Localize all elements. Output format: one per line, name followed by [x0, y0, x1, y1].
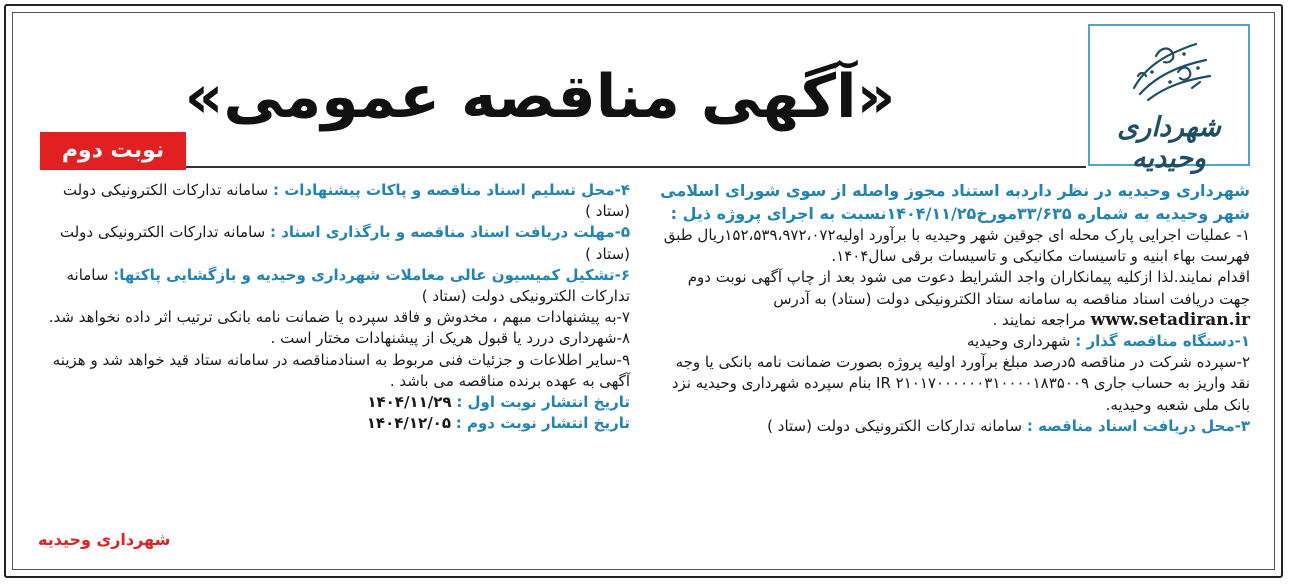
left-column — [38, 180, 630, 434]
deposit-item: ۲-سپرده شرکت در مناقصه ۵درصد مبلغ برآورد اولیه پروژه بصورت ضمانت نامه بانکی یا وجه نقد واریز به حساب جاری IR ۲۱۰۱۷۰۰۰۰۰۰۳۱۰۰۰۰۱۸۳۵۰۰۹ بنام سپرده شهرداری وحیدیه نزد بانک ملی شعبه وحیدیه. — [671, 353, 1250, 414]
second-publish-label: تاریخ انتشار نوبت دوم : — [455, 414, 630, 433]
deadline-item — [38, 222, 630, 264]
documents-location-value: سامانه تدارکات الکترونیکی دولت (ستاد ) — [767, 416, 1023, 435]
first-publish-label: تاریخ انتشار نوبت اول : — [456, 393, 630, 412]
documents-location-item — [658, 416, 1250, 437]
discretion-item: ۸-شهرداری دررد یا قبول هریک از پیشنهادات مختار است . — [270, 329, 630, 348]
municipality-calligraphy-emblem-icon — [1126, 36, 1214, 106]
invitation-paragraph — [658, 267, 1250, 331]
second-publish-date — [38, 413, 630, 434]
signature: شهرداری وحیدیه — [38, 530, 171, 549]
commission-item — [38, 265, 630, 307]
first-publish-value: ۱۴۰۴/۱۱/۲۹ — [367, 393, 452, 412]
project-item: ۱- عملیات اجرایی پارک محله ای جوقین شهر وحیدیه با برآورد اولیه۱۵۲،۵۳۹،۹۷۲،۰۷۲ریال طبق فهرست بهاء ابنیه و تاسیسات مکانیکی و تاسیسات برقی سال۱۴۰۴. — [663, 226, 1250, 266]
logo-text: شهرداری وحیدیه — [1117, 112, 1221, 174]
second-publish-value: ۱۴۰۴/۱۲/۰۵ — [366, 414, 451, 433]
commission-label: ۶-تشکیل کمیسیون عالی معاملات شهرداری وحیدیه و بازگشایی پاکتها: — [113, 265, 630, 284]
documents-location-label: ۳-محل دریافت اسناد مناقصه : — [1026, 416, 1250, 435]
submission-label: ۴-محل تسلیم اسناد مناقصه و پاکات پیشنهادات : — [272, 181, 630, 199]
deadline-label: ۵-مهلت دریافت اسناد مناقصه و بارگذاری اسناد : — [270, 223, 630, 242]
header-divider — [186, 166, 1086, 168]
invitation-text: اقدام نمایند.لذا ازکلیه پیمانکاران واجد الشرایط دعوت می شود بعد از چاپ آگهی نوبت دوم جهت دریافت اسناد مناقصه به سامانه ستاد الکترونیکی دولت (ستاد) به آدرس — [687, 268, 1250, 308]
invitation-end: مراجعه نمایند . — [992, 310, 1086, 329]
submission-value: سامانه تدارکات الکترونیکی دولت (ستاد ) — [62, 181, 630, 221]
commission-value: سامانه تدارکات الکترونیکی دولت (ستاد ) — [66, 265, 630, 306]
additional-info-item: ۹-سایر اطلاعات و جزئیات فنی مربوط به اسنادمناقصه در سامانه ستاد قید خواهد شد و هزینه آگهی به عهده برنده مناقصه می باشد . — [52, 350, 630, 390]
intro-paragraph: شهرداری وحیدیه در نظر داردبه استناد مجوز واصله از سوی شورای اسلامی شهر وحیدیه به شماره ۳۳/۶۳۵مورخ۱۴۰۴/۱۱/۲۵نسبت به اجرای پروژه ذیل : — [660, 181, 1250, 223]
setad-link[interactable]: www.setadiran.ir — [1090, 309, 1250, 330]
invalid-bids-item: ۷-به پیشنهادات مبهم ، مخدوش و فاقد سپرده یا ضمانت نامه بانکی ترتیب اثر داده نخواهد شد. — [48, 308, 630, 327]
municipality-logo — [1088, 24, 1250, 174]
submission-item — [38, 180, 630, 222]
right-column — [658, 180, 1250, 437]
tenderer-item — [658, 331, 1250, 352]
tenderer-label: ۱-دستگاه مناقصه گذار : — [1075, 332, 1250, 351]
deadline-value: سامانه تدارکات الکترونیکی دولت (ستاد ) — [59, 223, 630, 263]
page-title: «آگهی مناقصه عمومی» — [184, 62, 896, 132]
second-round-badge: نوبت دوم — [40, 132, 186, 170]
first-publish-date — [38, 392, 630, 413]
tenderer-value: شهرداری وحیدیه — [966, 332, 1071, 351]
